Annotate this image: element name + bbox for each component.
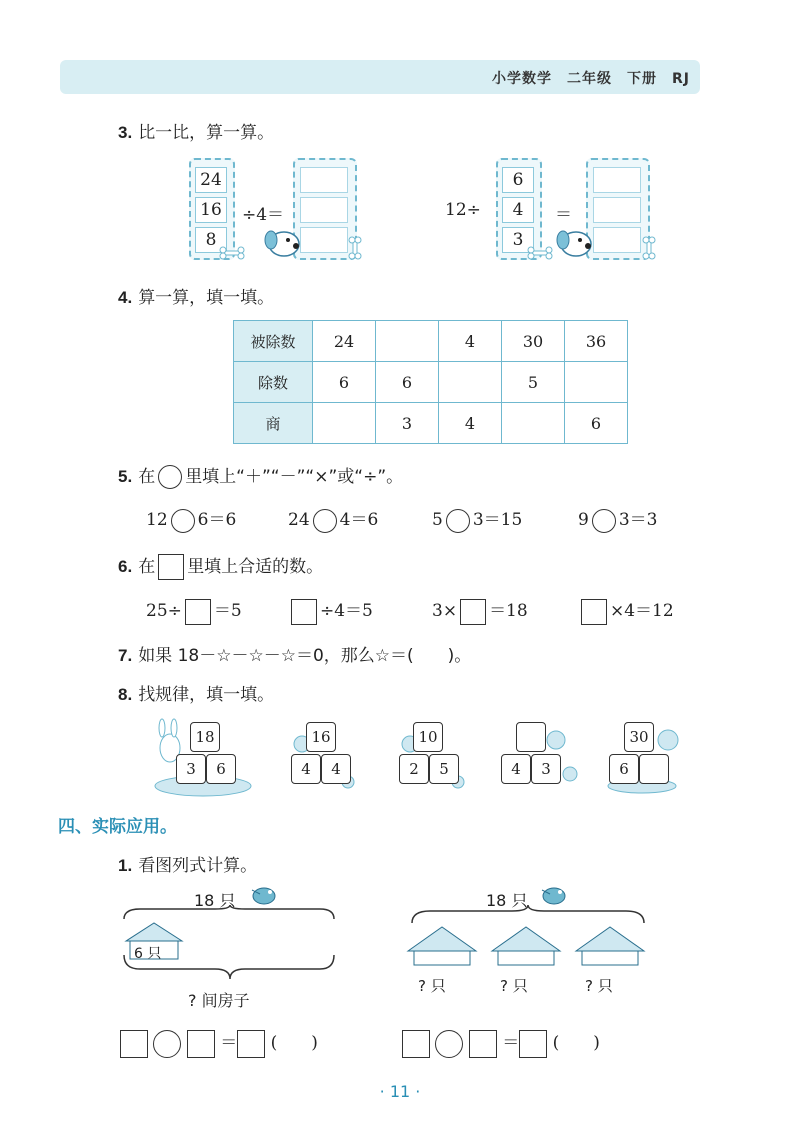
row-header: 被除数 [234, 321, 313, 362]
pattern-top: 18 [190, 722, 220, 752]
answer-blank[interactable] [593, 197, 641, 223]
table-row [234, 362, 628, 403]
answer-blank[interactable] [300, 167, 348, 193]
question-5 [118, 462, 403, 489]
question-number: 5. [118, 467, 133, 486]
operator-blank[interactable] [153, 1030, 181, 1058]
pattern-bottom-left: 2 [399, 754, 429, 784]
answer-box[interactable] [469, 1030, 497, 1058]
pattern-top: 16 [306, 722, 336, 752]
operator-blank[interactable] [171, 509, 195, 533]
pattern-top: 30 [624, 722, 654, 752]
pattern-bottom-right[interactable] [639, 754, 669, 784]
page-number: · 11 · [379, 1082, 421, 1101]
q5-item [288, 505, 378, 533]
operand: 25÷ [146, 601, 182, 621]
pattern-bottom-right: 3 [531, 754, 561, 784]
table-cell[interactable]: 6 [376, 362, 439, 403]
ask-label-right: ? 只 [500, 977, 528, 995]
ask-label-right: ? 只 [585, 977, 613, 995]
equation-rest: ÷4＝5 [320, 601, 373, 621]
pattern-bottom-right: 4 [321, 754, 351, 784]
question-4 [118, 283, 274, 308]
table-cell[interactable]: 6 [565, 403, 628, 444]
answer-equation-left [120, 1028, 318, 1058]
operand: 5 [432, 510, 443, 530]
equation-rest: 4＝6 [339, 510, 379, 530]
operand: 12 [146, 510, 168, 530]
equation-rest: 3＝15 [472, 510, 523, 530]
bone-icon [218, 246, 246, 260]
number-blank[interactable] [460, 599, 486, 625]
question-text: 算一算，填一填。 [138, 288, 275, 308]
operand: 24 [288, 510, 310, 530]
equals-sign: ＝ [555, 205, 572, 225]
pattern-bottom-right: 5 [429, 754, 459, 784]
operand: 9 [578, 510, 589, 530]
operator-blank[interactable] [313, 509, 337, 533]
puppy-icon [554, 222, 598, 262]
table-cell[interactable] [502, 403, 565, 444]
total-label-right: 18 只 [486, 891, 528, 910]
table-cell[interactable] [565, 362, 628, 403]
question-text-pre: 在 [138, 557, 156, 577]
total-label-left: 18 只 [194, 891, 236, 910]
question-number: 3. [118, 123, 133, 142]
table-cell[interactable]: 4 [439, 403, 502, 444]
equals-sign: ＝ [502, 1033, 520, 1053]
question-8 [118, 680, 274, 705]
unit-paren[interactable]: ( ) [270, 1033, 318, 1053]
question-text-post: 里填上“＋”“－”“×”或“÷”。 [185, 467, 404, 487]
table-cell[interactable]: 4 [439, 321, 502, 362]
table-cell[interactable]: 3 [376, 403, 439, 444]
question-3 [118, 118, 274, 143]
house-label: 6 只 [134, 946, 162, 962]
bone-icon [526, 246, 554, 260]
equation-rest: ＝5 [213, 601, 242, 621]
pattern-bottom-left: 6 [609, 754, 639, 784]
answer-box[interactable] [402, 1030, 430, 1058]
pattern-bottom-left: 4 [291, 754, 321, 784]
operator-blank[interactable] [592, 509, 616, 533]
bone-icon [640, 236, 658, 260]
pattern-bottom-left: 3 [176, 754, 206, 784]
application-1 [118, 851, 257, 876]
equation-rest: 6＝6 [197, 510, 237, 530]
pattern-bottom-left: 4 [501, 754, 531, 784]
question-text: 比一比，算一算。 [138, 123, 275, 143]
question-number: 1. [118, 856, 133, 875]
table-row [234, 403, 628, 444]
number-blank[interactable] [581, 599, 607, 625]
operator-blank[interactable] [446, 509, 470, 533]
q5-item [578, 505, 657, 533]
question-6 [118, 552, 323, 580]
bird-icon [538, 880, 572, 908]
value-cell: 24 [195, 167, 227, 193]
square-blank-icon [158, 554, 184, 580]
table-cell[interactable] [313, 403, 376, 444]
value-cell: 3 [502, 227, 534, 253]
question-number: 6. [118, 557, 133, 576]
answer-blank[interactable] [593, 227, 641, 253]
number-blank[interactable] [291, 599, 317, 625]
question-text-post: 里填上合适的数。 [187, 557, 324, 577]
answer-blank[interactable] [300, 197, 348, 223]
answer-box[interactable] [237, 1030, 265, 1058]
division-table [233, 320, 628, 444]
table-cell[interactable]: 24 [313, 321, 376, 362]
number-blank[interactable] [185, 599, 211, 625]
row-header: 商 [234, 403, 313, 444]
value-cell: 6 [502, 167, 534, 193]
division-operator: ÷4＝ [242, 205, 285, 225]
equation-rest: ×4＝12 [610, 601, 674, 621]
answer-box[interactable] [120, 1030, 148, 1058]
pattern-bottom-right: 6 [206, 754, 236, 784]
dividend-prefix: 12÷ [445, 200, 481, 220]
ask-label-left: ? 间房子 [188, 991, 250, 1010]
q6-item [578, 596, 674, 625]
ask-label-right: ? 只 [418, 977, 446, 995]
question-7 [118, 641, 471, 666]
question-number: 8. [118, 685, 133, 704]
header-title: 小学数学 二年级 下册 RJ [492, 71, 690, 87]
bird-icon [248, 880, 282, 908]
answer-box[interactable] [187, 1030, 215, 1058]
equation-rest: 3＝3 [618, 510, 658, 530]
answer-box[interactable] [519, 1030, 547, 1058]
puppy-icon [262, 222, 306, 262]
q6-item [432, 596, 528, 625]
section-title: 四、实际应用。 [58, 817, 177, 837]
circle-blank-icon [158, 465, 182, 489]
row-header: 除数 [234, 362, 313, 403]
question-text-pre: 在 [138, 467, 156, 487]
table-cell[interactable]: 30 [502, 321, 565, 362]
operator-blank[interactable] [435, 1030, 463, 1058]
question-number: 7. [118, 646, 133, 665]
value-cell: 8 [195, 227, 227, 253]
equals-sign: ＝ [220, 1033, 238, 1053]
question-text: 找规律，填一填。 [138, 685, 275, 705]
q6-item [146, 596, 242, 625]
answer-blank[interactable] [593, 167, 641, 193]
table-cell[interactable]: 5 [502, 362, 565, 403]
table-cell[interactable] [439, 362, 502, 403]
table-cell[interactable] [376, 321, 439, 362]
pattern-top: 10 [413, 722, 443, 752]
q5-item [146, 505, 236, 533]
brace-diagram-right [404, 905, 654, 975]
table-row [234, 321, 628, 362]
answer-equation-right [402, 1028, 600, 1058]
pattern-top[interactable] [516, 722, 546, 752]
value-cell: 16 [195, 197, 227, 223]
question-text: 看图列式计算。 [138, 856, 258, 876]
operand: 3× [432, 601, 458, 621]
unit-paren[interactable]: ( ) [552, 1033, 600, 1053]
value-cell: 4 [502, 197, 534, 223]
answer-blank[interactable] [300, 227, 348, 253]
question-number: 4. [118, 288, 133, 307]
bone-icon [346, 236, 364, 260]
equation-rest: ＝18 [489, 601, 528, 621]
table-cell[interactable]: 6 [313, 362, 376, 403]
q6-item [288, 596, 373, 625]
table-cell[interactable]: 36 [565, 321, 628, 362]
question-text: 如果 18－☆－☆－☆＝0，那么☆＝( )。 [138, 646, 472, 666]
q5-item [432, 505, 522, 533]
